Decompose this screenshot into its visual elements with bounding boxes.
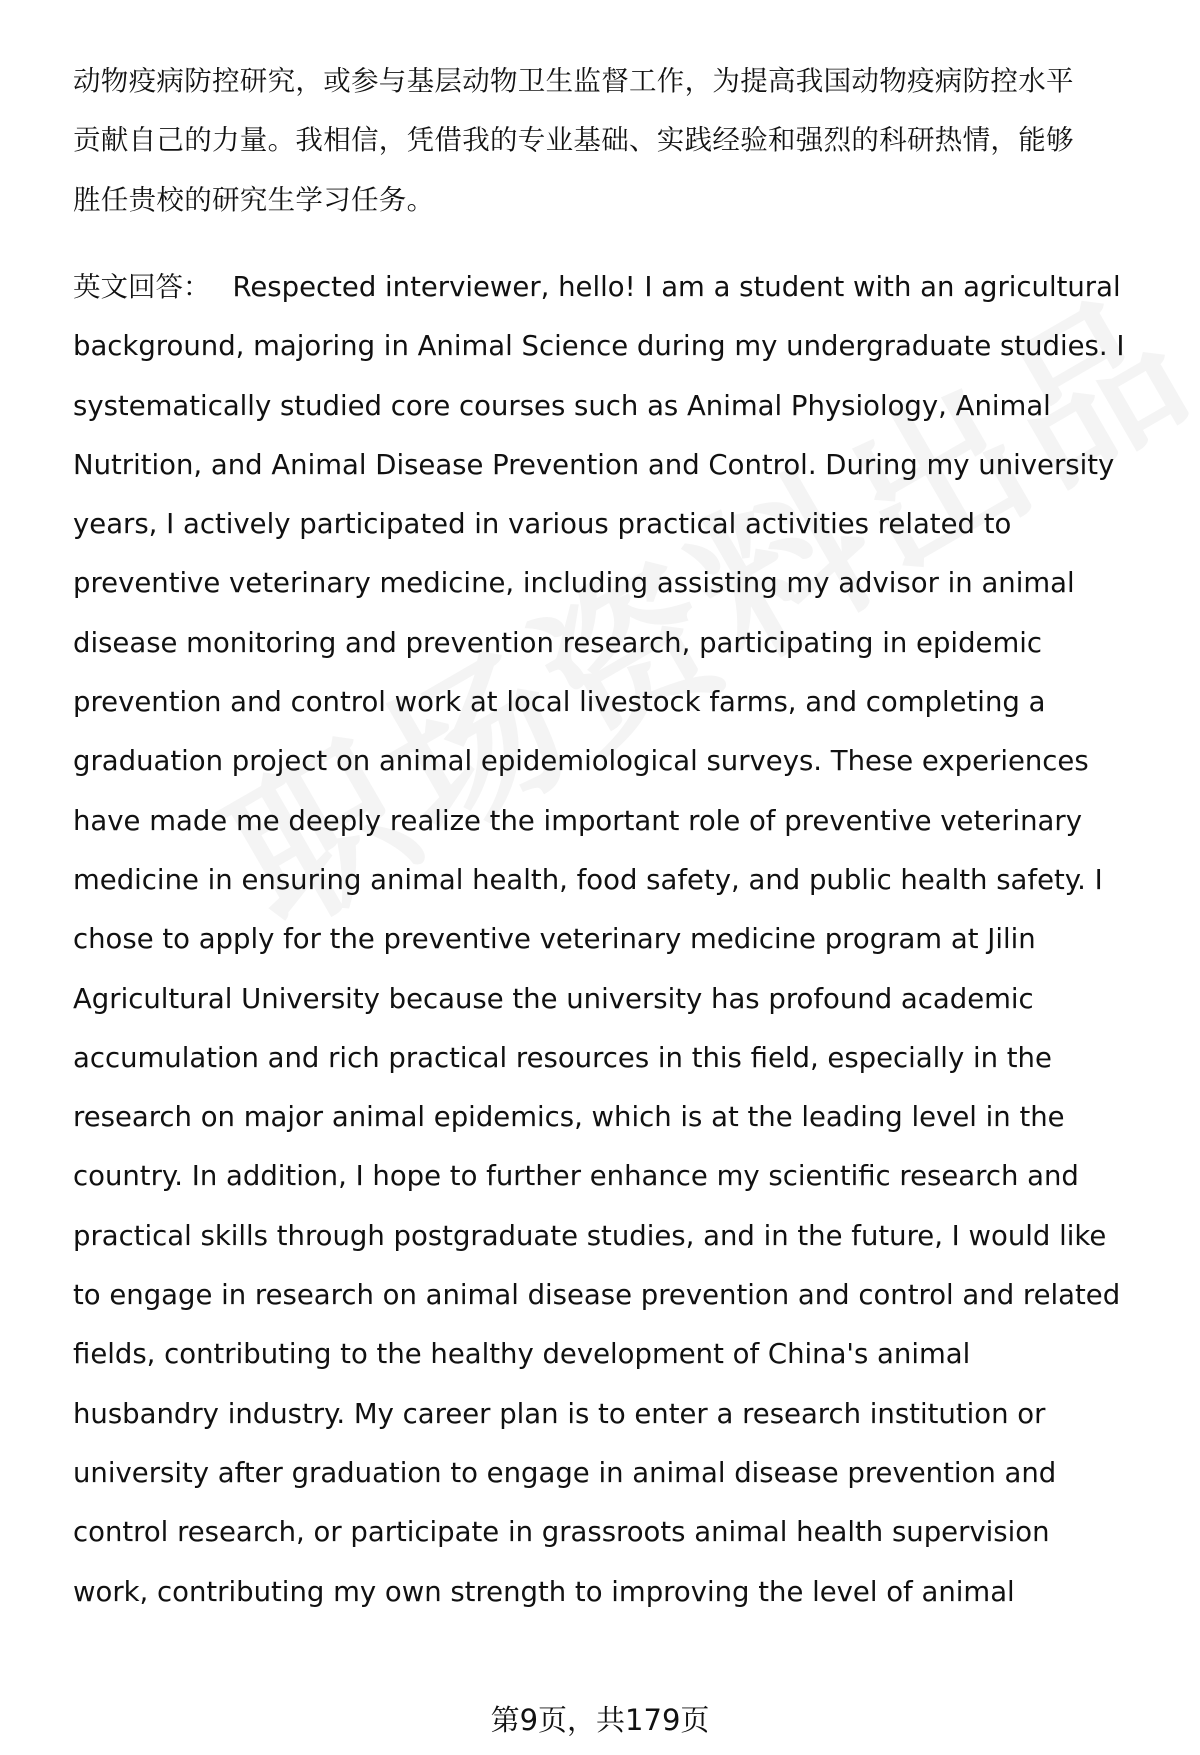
english-answer-first-line: Respected interviewer, hello! I am a student with an agricultural [232,271,1121,303]
page-number-footer: 第9页，共179页 [490,1703,710,1737]
paragraph-line: to engage in research on animal disease prevention and control and related [73,1279,1121,1312]
paragraph-line: husbandry industry. My career plan is to enter a research institution or [73,1397,1046,1430]
paragraph-line: chose to apply for the preventive veterinary medicine program at Jilin [73,923,1036,956]
paragraph-line: research on major animal epidemics, which is at the leading level in the [73,1101,1065,1134]
paragraph-line: background, majoring in Animal Science during my undergraduate studies. I [73,330,1125,363]
paragraph-line: systematically studied core courses such as Animal Physiology, Animal [73,389,1051,422]
paragraph-line: country. In addition, I hope to further enhance my scientific research and [73,1160,1079,1193]
paragraph-line: 贡献自己的力量。我相信，凭借我的专业基础、实践经验和强烈的科研热情，能够 [73,124,1074,157]
paragraph-line [73,258,1163,317]
paragraph-line: practical skills through postgraduate studies, and in the future, I would like [73,1219,1107,1252]
paragraph-line: university after graduation to engage in animal disease prevention and [73,1456,1057,1489]
paragraph-line: 动物疫病防控研究，或参与基层动物卫生监督工作，为提高我国动物疫病防控水平 [73,65,1074,97]
chinese-answer-paragraph [73,52,1163,230]
paragraph-line: accumulation and rich practical resources in this field, especially in the [73,1041,1052,1074]
paragraph-line: 胜任贵校的研究生学习任务。 [73,183,435,216]
english-answer-paragraph [73,258,1163,1622]
paragraph-line: have made me deeply realize the important role of preventive veterinary [73,804,1082,837]
paragraph-line: fields, contributing to the healthy development of China's animal [73,1338,971,1371]
paragraph-line: Agricultural University because the university has profound academic [73,982,1034,1015]
paragraph-line: graduation project on animal epidemiological surveys. These experiences [73,745,1089,778]
paragraph-line: prevention and control work at local livestock farms, and completing a [73,686,1046,719]
paragraph-line: work, contributing my own strength to improving the level of animal [73,1575,1015,1608]
paragraph-line: disease monitoring and prevention research, participating in epidemic [73,626,1042,659]
english-answer-label: 英文回答： [73,271,211,303]
paragraph-line: control research, or participate in grassroots animal health supervision [73,1516,1050,1549]
paragraph-line: preventive veterinary medicine, including assisting my advisor in animal [73,567,1075,600]
paragraph-line: medicine in ensuring animal health, food safety, and public health safety. I [73,863,1103,896]
paragraph-line: Nutrition, and Animal Disease Prevention and Control. During my university [73,448,1115,481]
paragraph-line: years, I actively participated in various practical activities related to [73,508,1012,541]
